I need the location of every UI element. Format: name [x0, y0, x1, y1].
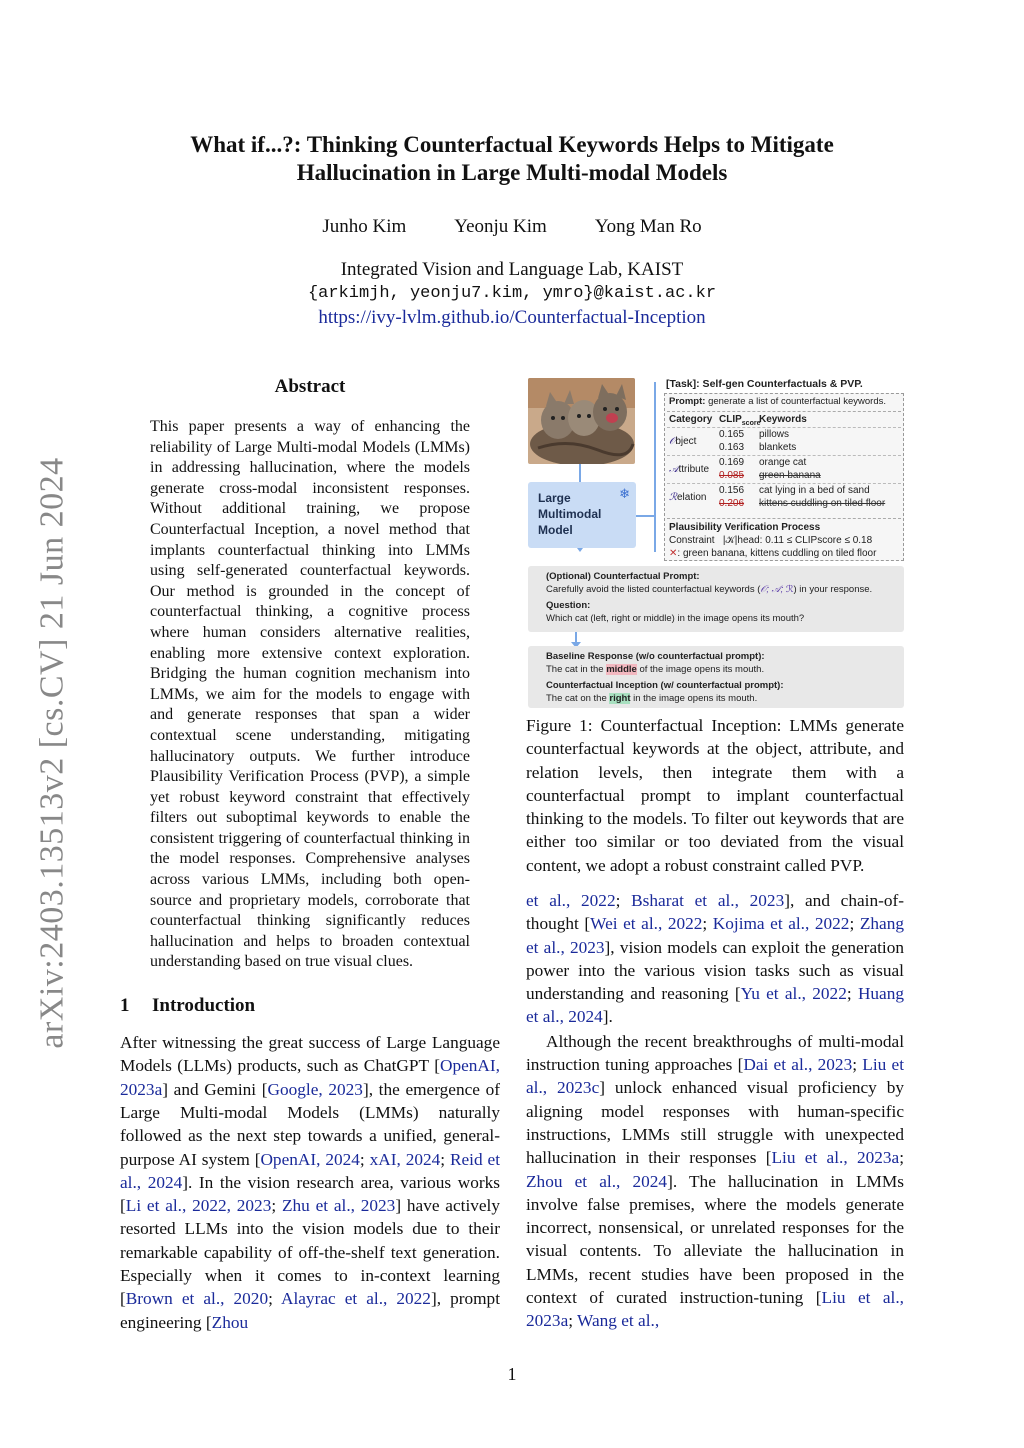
title-line-1: What if...?: Thinking Counterfactual Keywords Helps to Mitigate — [190, 132, 834, 157]
intro-paragraph: After witnessing the great success of Large Language Models (LLMs) products, such as ChatGPT [OpenAI, 2023a] and Gemini [Google, 2023], the emergence of Large Multi-modal Models (LMMs) naturally followed as the next step towards a unified, general-purpose AI system [OpenAI, 2024; xAI, 2024; Reid et al., 2024]. In the vision research area, various works [Li et al., 2022, 2023; Zhu et al., 2023] have actively resorted LLMs into the vision models due to their remarkable capability of off-the-shelf text generation. Especially when it comes to in-context learning [Brown et al., 2020; Alayrac et al., 2022], prompt engineering [Zhou — [120, 1033, 501, 1332]
citation-link[interactable]: Brown et al., 2020 — [125, 1289, 269, 1309]
citation-link[interactable]: Li et al., 2022, 2023 — [125, 1196, 272, 1216]
left-column — [120, 376, 500, 1334]
citation-link[interactable]: Zhu et al., 2023 — [281, 1196, 396, 1216]
figure-caption: Figure 1: Counterfactual Inception: LMMs generate counterfactual keywords at the object, attribute, and relation levels, then integrate them with a counterfactual prompt to implant counterfactual thinking to the models. To filter out keywords that are either too similar or too deviated from the visual content, we adopt a robust constraint called PVP. — [526, 716, 904, 875]
paper-title — [120, 131, 904, 187]
citation-link[interactable]: Huang et al., 2024 — [526, 984, 905, 1027]
table-row: ℛ elation 0.156 0.206 cat lying in a bed of sand kittens cuddling on tiled floor — [667, 483, 901, 511]
arxiv-stamp-text: arXiv:2403.13513v2 [cs.CV] 21 Jun 2024 — [34, 457, 72, 1049]
citation-link[interactable]: OpenAI, 2024 — [260, 1149, 360, 1169]
task-box — [664, 393, 904, 561]
citation-link[interactable]: Bsharat et al., 2023 — [631, 891, 785, 910]
citation-link[interactable]: Yu et al., 2022 — [740, 984, 847, 1004]
citation-link[interactable]: et al., 2022 — [526, 891, 616, 910]
section-number: 1 — [120, 995, 130, 1017]
citation-link[interactable]: Wei et al., 2022 — [590, 914, 703, 934]
citation-link[interactable]: xAI, 2024 — [369, 1149, 441, 1169]
task-label: [Task]: Self-gen Counterfactuals & PVP. — [666, 378, 863, 390]
constraint-expression: |𝒦|head: 0.11 ≤ CLIPscore ≤ 0.18 — [722, 535, 873, 546]
arrow-down — [575, 632, 577, 646]
baseline-highlight: middle — [606, 664, 637, 675]
section-title: Introduction — [152, 995, 256, 1017]
large-multimodal-model-box — [528, 482, 636, 548]
project-link[interactable]: https://ivy-lvlm.github.io/Counterfactual-Inception — [318, 307, 706, 328]
table-row: 𝒜 ttribute 0.169 0.085 orange cat green banana — [667, 455, 901, 483]
citation-link[interactable]: Dai et al., 2023 — [743, 1055, 853, 1075]
counterfactual-table — [667, 411, 901, 511]
bracket-line — [654, 382, 656, 552]
citation-link[interactable]: Liu et al., 2023a — [771, 1148, 900, 1168]
rejected-icon: ✕ — [669, 548, 678, 559]
abstract-heading: Abstract — [274, 376, 346, 397]
counterfactual-prompt-box: (Optional) Counterfactual Prompt: Carefully avoid the listed counterfactual keywords (𝒪; 𝒜; ℛ) in your response. Question: Which cat (left, right or middle) in the image opens its mouth? — [528, 566, 904, 632]
citation-link[interactable]: Zhou et al., 2024 — [526, 1171, 668, 1191]
table-row: 𝒪 bject 0.165 0.163 pillows blankets — [667, 427, 901, 455]
affiliation-block — [120, 258, 904, 330]
model-label: Large Multimodal Model — [538, 491, 602, 537]
citation-link[interactable]: Reid et al., 2024 — [120, 1149, 500, 1192]
figure-1 — [526, 374, 906, 710]
arrow-connector — [636, 515, 656, 517]
emails: {arkimjh, yeonju7.kim, ymro}@kaist.ac.kr — [307, 284, 717, 303]
affiliation: Integrated Vision and Language Lab, KAIST — [340, 259, 684, 280]
prompt-line: Prompt: generate a list of counterfactual keywords. — [669, 396, 887, 407]
author-list — [120, 216, 904, 238]
abstract-text: This paper presents a way of enhancing the reliability of Large Multi-modal Models (LMMs) in addressing hallucination, where the models generate cross-modal inconsistent responses. Without additional training, we propose Counterfactual Inception, a novel method that implants counterfactual thinking into LMMs using self-generated counterfactual keywords. Our method is grounded in the concept of counterfactual thinking, a cognitive process where human considers alternative realities, enabling more extensive context exploration. Bridging the human cognition mechanism into LMMs, we aim for the models to engage with and generate responses that span a wider contextual scene understanding, mitigating hallucinatory outputs. We further introduce Plausibility Verification Process (PVP), a simple yet robust keyword constraint that effectively filters out suboptimal keywords to enable the consistent triggering of counterfactual thinking in the model responses. Comprehensive analyses across various LMMs, including both open-source and proprietary models, corroborate that counterfactual thinking significantly reduces hallucination and helps to broaden contextual understanding based on true visual clues. — [150, 418, 470, 971]
paragraph: Although the recent breakthroughs of multi-modal instruction tuning approaches [Dai et al., 2023; Liu et al., 2023c] unlock enhanced visual proficiency by aligning model responses with human-specific instructions, LMMs still struggle with unexpected hallucination in their responses [Liu et al., 2023a; Zhou et al., 2024]. The hallucination in LMMs involve false premises, where the models generate incorrect, nonsensical, or unrelated responses for the visual contents. To alleviate the hallucination in LMMs, recent studies have been proposed in the context of curated instruction-tuning [Liu et al., 2023a; Wang et al., — [526, 1031, 905, 1331]
pvp-section: Plausibility Verification Process Constraint |𝒦|head: 0.11 ≤ CLIPscore ≤ 0.18 ✕: green banana, kittens cuddling on tiled floor — [667, 518, 901, 562]
arxiv-stamp — [20, 453, 86, 1053]
paragraph: et al., 2022; Bsharat et al., 2023], and chain-of-thought [Wei et al., 2022; Kojima et al., 2022; Zhang et al., 2023], vision models can exploit the generation power into the various vision tasks such as visual understanding and reasoning [Yu et al., 2022; Huang et al., 2024]. — [526, 891, 905, 1027]
kittens-photo-illustration — [528, 378, 635, 464]
citation-link[interactable]: Zhang et al., 2023 — [526, 914, 904, 957]
snowflake-icon: ❄ — [619, 486, 630, 501]
citation-link[interactable]: Liu et al., 2023a — [526, 1288, 904, 1331]
ci-highlight: right — [609, 693, 631, 704]
kittens-photo — [528, 378, 635, 464]
response-box: Baseline Response (w/o counterfactual prompt): The cat in the middle of the image opens its mouth. Counterfactual Inception (w/ counterfactual prompt): The cat on the right in the image opens its mouth. — [528, 646, 904, 708]
author: Yong Man Ro — [594, 216, 702, 237]
right-column-text — [526, 889, 904, 1333]
citation-link[interactable]: Wang et al., — [577, 1311, 660, 1331]
citation-link[interactable]: OpenAI, 2023a — [120, 1056, 500, 1099]
citation-link[interactable]: Kojima et al., 2022 — [712, 914, 850, 934]
author: Yeonju Kim — [454, 216, 547, 237]
table-header: Category $CLIP_{score}$ Keywords — [669, 414, 807, 427]
author: Junho Kim — [322, 216, 407, 237]
page-number: 1 — [507, 1364, 517, 1384]
citation-link[interactable]: Alayrac et al., 2022 — [280, 1289, 431, 1309]
title-line-2: Hallucination in Large Multi-modal Models — [296, 160, 728, 185]
citation-link[interactable]: Liu et al., 2023c — [526, 1055, 905, 1098]
pvp-heading: Plausibility Verification Process — [669, 522, 821, 533]
section-heading — [120, 995, 500, 1017]
citation-link[interactable]: Google, 2023 — [267, 1079, 363, 1099]
citation-link[interactable]: Zhou — [211, 1312, 249, 1332]
question-text: Which cat (left, right or middle) in the image opens its mouth? — [546, 613, 805, 624]
